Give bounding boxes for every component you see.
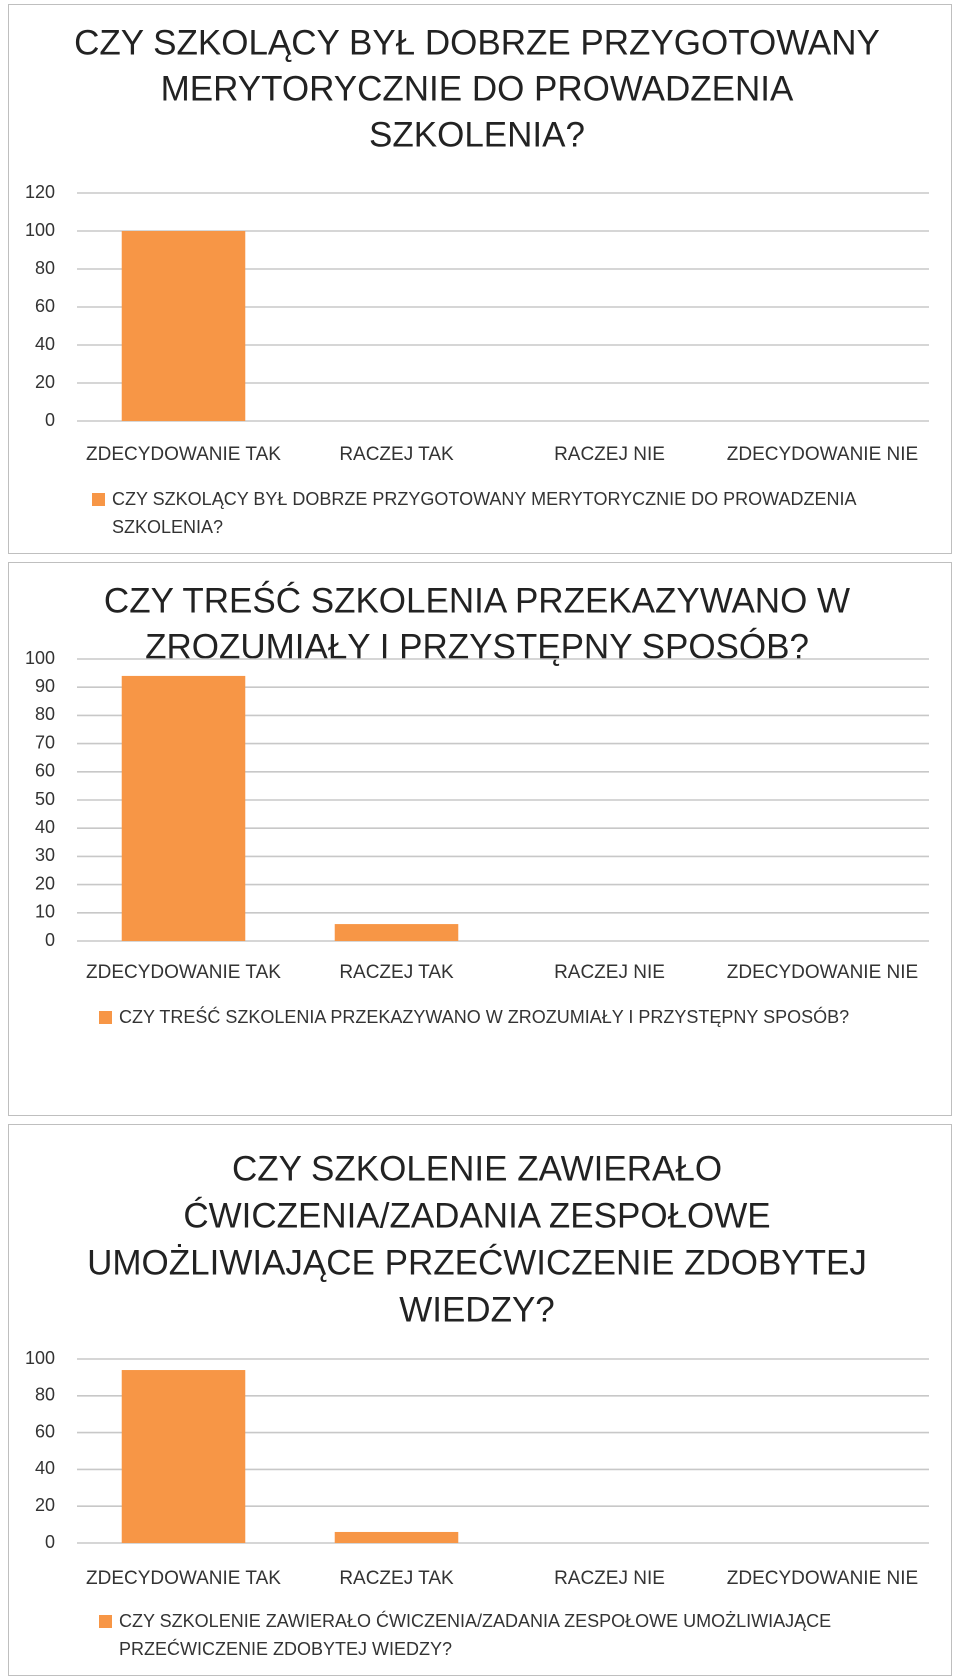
x-category-label: ZDECYDOWANIE TAK	[86, 962, 281, 984]
x-category-label: ZDECYDOWANIE TAK	[86, 444, 281, 466]
legend-label-line: CZY SZKOLĄCY BYŁ DOBRZE PRZYGOTOWANY MERYTORYCZNIE DO PROWADZENIA	[112, 488, 857, 509]
y-tick-label: 0	[44, 409, 55, 430]
x-category-label: RACZEJ NIE	[554, 444, 665, 466]
y-tick-label: 0	[44, 1531, 55, 1552]
y-tick-label: 0	[44, 929, 55, 950]
y-tick-label: 10	[34, 901, 55, 922]
y-tick-label: 80	[34, 704, 55, 725]
x-category-label: RACZEJ TAK	[339, 962, 454, 984]
y-tick-label: 40	[34, 816, 55, 837]
chart-panel-1	[8, 4, 952, 554]
chart-title-line: CZY TREŚĆ SZKOLENIA PRZEKAZYWANO W	[103, 581, 851, 621]
y-tick-label: 80	[34, 257, 55, 278]
x-category-label: ZDECYDOWANIE TAK	[86, 1568, 281, 1590]
y-tick-label: 60	[34, 1421, 55, 1442]
chart-panel-2	[8, 562, 952, 1116]
y-tick-label: 20	[34, 873, 55, 894]
legend-swatch	[99, 1615, 112, 1628]
legend-label-line: SZKOLENIA?	[112, 516, 224, 537]
legend-label-line: PRZEĆWICZENIE ZDOBYTEJ WIEDZY?	[119, 1638, 453, 1659]
y-tick-label: 20	[34, 1494, 55, 1515]
chart-title-line: ZROZUMIAŁY I PRZYSTĘPNY SPOSÓB?	[145, 627, 809, 667]
chart-title-line: MERYTORYCZNIE DO PROWADZENIA	[160, 69, 794, 109]
y-tick-label: 90	[34, 675, 55, 696]
chart-title-line: ĆWICZENIA/ZADANIA ZESPOŁOWE	[183, 1196, 771, 1236]
y-tick-label: 70	[34, 732, 55, 753]
legend-swatch	[99, 1011, 112, 1024]
y-tick-label: 50	[34, 788, 55, 809]
y-tick-label: 30	[34, 845, 55, 866]
chart-title-line: UMOŻLIWIAJĄCE PRZEĆWICZENIE ZDOBYTEJ	[87, 1243, 867, 1283]
y-tick-label: 40	[34, 333, 55, 354]
x-category-label: RACZEJ NIE	[554, 1568, 665, 1590]
x-category-label: RACZEJ TAK	[339, 444, 454, 466]
bar-chart	[9, 1125, 950, 1674]
x-category-label: ZDECYDOWANIE NIE	[726, 444, 919, 466]
chart-panel-3	[8, 1124, 952, 1676]
bar	[335, 1532, 459, 1543]
x-category-label: ZDECYDOWANIE NIE	[726, 1568, 919, 1590]
y-tick-label: 100	[24, 647, 55, 668]
y-tick-label: 40	[34, 1458, 55, 1479]
x-category-label: RACZEJ TAK	[339, 1568, 454, 1590]
y-tick-label: 60	[34, 295, 55, 316]
chart-title-line: CZY SZKOLĄCY BYŁ DOBRZE PRZYGOTOWANY	[74, 23, 880, 63]
y-tick-label: 100	[24, 219, 55, 240]
bar	[335, 924, 459, 941]
legend-label-line: CZY TREŚĆ SZKOLENIA PRZEKAZYWANO W ZROZUMIAŁY I PRZYSTĘPNY SPOSÓB?	[119, 1006, 850, 1027]
y-tick-label: 60	[34, 760, 55, 781]
y-tick-label: 20	[34, 371, 55, 392]
y-tick-label: 100	[24, 1347, 55, 1368]
bar-chart	[9, 5, 950, 552]
chart-title-line: CZY SZKOLENIE ZAWIERAŁO	[231, 1149, 723, 1189]
legend-swatch	[92, 493, 105, 506]
chart-title-line: WIEDZY?	[399, 1290, 555, 1330]
x-category-label: RACZEJ NIE	[554, 962, 665, 984]
bar	[122, 231, 246, 421]
legend-label-line: CZY SZKOLENIE ZAWIERAŁO ĆWICZENIA/ZADANIA ZESPOŁOWE UMOŻLIWIAJĄCE	[119, 1610, 832, 1631]
bar	[122, 1370, 246, 1543]
y-tick-label: 120	[24, 181, 55, 202]
x-category-label: ZDECYDOWANIE NIE	[726, 962, 919, 984]
bar-chart	[9, 563, 950, 1114]
chart-title-line: SZKOLENIA?	[369, 115, 585, 155]
bar	[122, 676, 246, 941]
y-tick-label: 80	[34, 1384, 55, 1405]
